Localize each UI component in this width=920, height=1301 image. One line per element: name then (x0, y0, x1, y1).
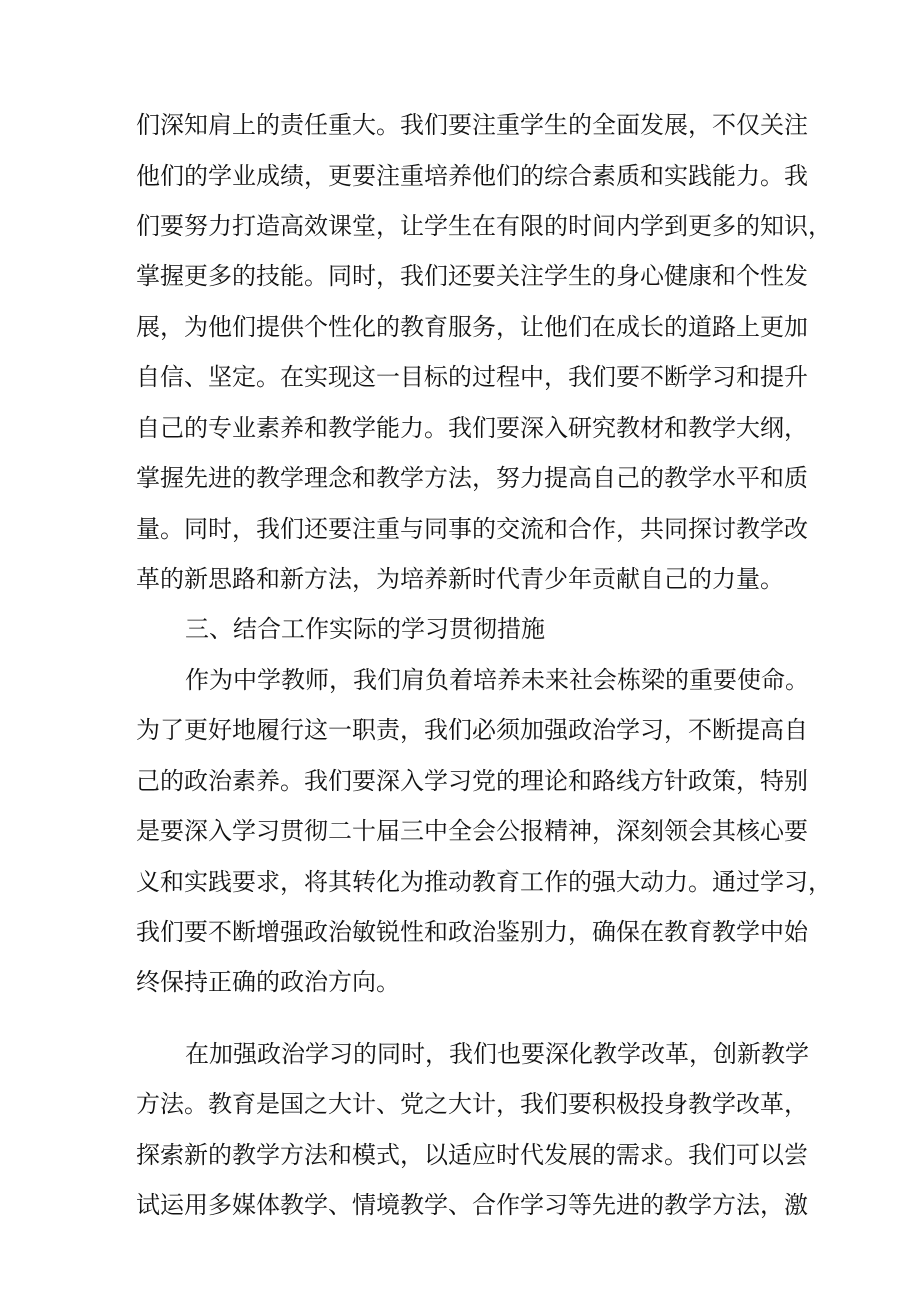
text-line-16 (0, 862, 920, 902)
text-line-8 (0, 458, 920, 498)
text-line-4 (0, 256, 920, 296)
text-line-6 (0, 357, 920, 397)
text-line-1 (0, 105, 920, 145)
text-line-14-content: 己的政治素养。我们要深入学习党的理论和路线方针政策，特别 (136, 767, 808, 795)
section-heading (0, 609, 920, 649)
text-line-5-content: 展，为他们提供个性化的教育服务，让他们在成长的道路上更加 (136, 313, 808, 341)
text-line-17 (0, 912, 920, 952)
text-line-7 (0, 408, 920, 448)
text-line-20 (0, 1084, 920, 1124)
text-line-7-content: 自己的专业素养和教学能力。我们要深入研究教材和教学大纲， (136, 414, 808, 442)
text-line-20-content: 方法。教育是国之大计、党之大计，我们要积极投身教学改革， (136, 1090, 808, 1118)
text-line-9-content: 量。同时，我们还要注重与同事的交流和合作，共同探讨教学改 (136, 515, 808, 543)
text-line-22-content: 试运用多媒体教学、情境教学、合作学习等先进的教学方法，激 (136, 1191, 808, 1219)
text-line-3 (0, 206, 920, 246)
text-line-3-content: 们要努力打造高效课堂，让学生在有限的时间内学到更多的知识， (136, 212, 832, 240)
text-line-21 (0, 1135, 920, 1175)
text-line-18-content: 终保持正确的政治方向。 (136, 968, 400, 996)
text-line-12 (0, 660, 920, 700)
text-line-17-content: 我们要不断增强政治敏锐性和政治鉴别力，确保在教育教学中始 (136, 918, 808, 946)
text-line-19-content: 在加强政治学习的同时，我们也要深化教学改革，创新教学 (185, 1040, 809, 1068)
text-line-4-content: 掌握更多的技能。同时，我们还要关注学生的身心健康和个性发 (136, 262, 808, 290)
text-line-5 (0, 307, 920, 347)
text-line-22 (0, 1185, 920, 1225)
text-line-13-content: 为了更好地履行这一职责，我们必须加强政治学习，不断提高自 (136, 716, 808, 744)
text-line-18 (0, 962, 920, 1002)
text-line-10-content: 革的新思路和新方法，为培养新时代青少年贡献自己的力量。 (136, 565, 784, 593)
text-line-21-content: 探索新的教学方法和模式，以适应时代发展的需求。我们可以尝 (136, 1141, 808, 1169)
text-line-13 (0, 710, 920, 750)
text-line-15 (0, 811, 920, 851)
text-line-19 (0, 1034, 920, 1074)
text-line-16-content: 义和实践要求，将其转化为推动教育工作的强大动力。通过学习， (136, 868, 832, 896)
text-line-12-content: 作为中学教师，我们肩负着培养未来社会栋梁的重要使命。 (185, 666, 809, 694)
section-heading-text: 三、结合工作实际的学习贯彻措施 (185, 615, 545, 643)
text-line-15-content: 是要深入学习贯彻二十届三中全会公报精神，深刻领会其核心要 (136, 817, 808, 845)
text-line-8-content: 掌握先进的教学理念和教学方法，努力提高自己的教学水平和质 (136, 464, 808, 492)
text-line-1-content: 们深知肩上的责任重大。我们要注重学生的全面发展，不仅关注 (136, 111, 808, 139)
text-line-10 (0, 559, 920, 599)
text-line-6-content: 自信、坚定。在实现这一目标的过程中，我们要不断学习和提升 (136, 363, 808, 391)
text-line-9 (0, 509, 920, 549)
text-line-2-content: 他们的学业成绩，更要注重培养他们的综合素质和实践能力。我 (136, 162, 808, 190)
text-line-2 (0, 156, 920, 196)
text-line-14 (0, 761, 920, 801)
